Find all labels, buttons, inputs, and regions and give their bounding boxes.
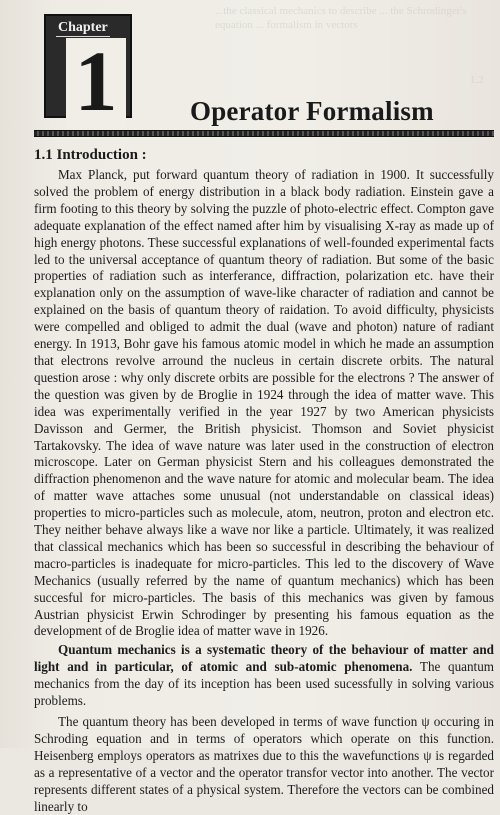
title-rule	[34, 130, 494, 137]
bleed-through-heading: 1.2	[470, 74, 484, 86]
bleed-through-text: ...the classical mechanics to describe ... the Schrodinger's equation ... formalism in vectors	[215, 5, 467, 31]
definition-rest-text: The quantum mechanics from the day of its inception has been used sucessfully in solving various problems.	[34, 659, 495, 709]
section-heading: 1.1 Introduction :	[34, 147, 147, 163]
chapter-title: Operator Formalism	[190, 96, 434, 126]
paragraph-introduction: Max Planck, put forward quantum theory of radiation in 1900. It successfully solved the problem of energy distribution in a black body radiation. Einstein gave a firm footing to this theory by solving the puzzle of photo-electric effect. Compton gave adequate explanation of the effect named after him by visualising X-ray as made up of high energy photons. These successful explanations of well-founded experimental facts led to the universal acceptance of quantum theory of radiation. But some of the basic properties of radiation such as interferance, diffraction, polarization etc. have their explanation only on the assumption of wave-like character of radiation and cannot be explained on the basis of quantum theory of raidation. To avoid difficulty, physicists were compelled and obliged to admit the dual (wave and photon) nature of radiant energy. In 1913, Bohr gave his famous atomic model in which he made an assumption that electrons revolve arround the nucleus in certain discrete orbits. The natural question arose : why only discrete orbits are possible for the electrons ? The answer of the question was given by de Broglie in 1924 through the idea of matter wave. This idea was experimentally verified in the year 1927 by two American physicists Davisson and Germer, the British physicist. Thomson and Soviet physicist Tartakovsky. The idea of wave nature was later used in the construction of electron microscope. Later on German physicist Stern and his colleagues demonstrated the diffraction phenomenon and the wave nature for atomic and molecular beam. The idea of matter wave attaches some unusual (not understandable on classical ideas) properties to micro-particles such as molecule, atom, neutron, proton and electron etc. They neither behave always like a wave nor like a particle. Ultimately, it was realized that classical mechanics which has been so successful in describing the behaviour of macro-particles is inadequate for micro-particles. This led to the discovery of Wave Mechanics (usually referred by the name of quantum mechanics) which has been succesful for micro-particles. The basis of this mechanics was given by famous Austrian physicist Erwin Schrodinger by presenting his famous equation as the development of de Broglie idea of matter wave in 1926.	[34, 167, 494, 639]
paragraph-operators: The quantum theory has been developed in terms of wave function ψ occuring in Schroding equation and in terms of operators which operate on this function. Heisenberg employs operators as matrixes due to this the wavefunctions ψ is regarded as a representative of a vector and the operator transfor vector into another. The vector represents different states of a physical system. Therefore the vectors can be combined linearly to	[34, 714, 494, 814]
body-text	[34, 167, 494, 815]
paragraph-definition	[34, 642, 494, 710]
chapter-number: 1	[66, 38, 126, 138]
definition-bold-text: Quantum mechanics is a systematic theory of the behaviour of matter and light and in particular, of atomic and sub-atomic phenomena.	[34, 642, 494, 675]
chapter-label: Chapter	[58, 20, 108, 35]
